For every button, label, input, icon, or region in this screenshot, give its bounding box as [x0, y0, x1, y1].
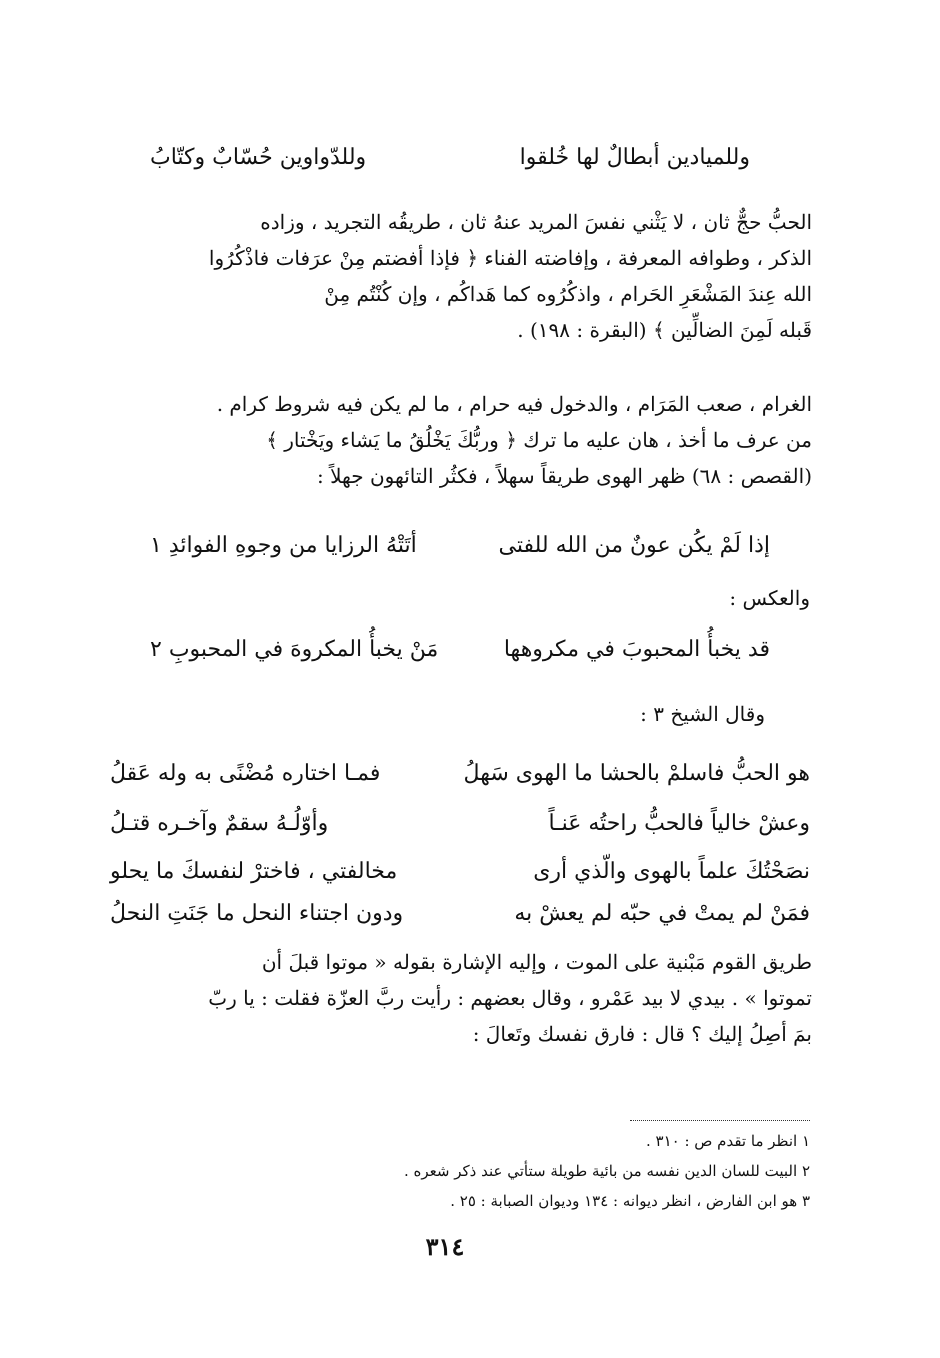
verse-hemistich-second: أتَتْهُ الرزايا من وجوهِ الفوائدِ ١ — [150, 533, 417, 558]
verse-hemistich-second: فمـا اختاره مُضْنًى به وله عَقلُ — [110, 761, 381, 786]
verse-hemistich-first: وعشْ خالياً فالحبُّ راحتُه عَنـاً — [548, 811, 810, 836]
poem-line — [110, 754, 810, 794]
text-line: الحبُّ حجٌّ ثان ، لا يَثْني نفسَ المريد عنهُ ثان ، طريقُه التجريد ، وزاده — [260, 210, 812, 234]
text-line: من عرف ما أخذ ، هان عليه ما ترك ﴿ وربُّكَ يَخْلُقُ ما يَشاء ويَخْتار ﴾ — [266, 428, 812, 452]
text-line: بمَ أصِلُ إليك ؟ قال : فارق نفسك وتَعالَ : — [472, 1022, 812, 1046]
opening-verse — [150, 138, 750, 178]
verse-hemistich-second: مخالفتي ، فاخترْ لنفسكَ ما يحلو — [110, 859, 398, 884]
text-line: طريق القوم مَبْنية على الموت ، وإليه الإشارة بقوله « موتوا قبلَ أن — [261, 950, 812, 974]
poem-line — [110, 804, 810, 844]
paragraph-gharam — [108, 386, 812, 494]
footnote-separator — [630, 1120, 810, 1121]
page-number: ٣١٤ — [425, 1232, 465, 1261]
text-line: الذكر ، وطوافه المعرفة ، وإفاضته الفناء ﴿ فإذا أفضتم مِنْ عرَفات فاذْكُرُوا — [208, 246, 812, 270]
verse-hemistich-second: مَنْ يخبأُ المكروهَ في المحبوبِ ٢ — [150, 637, 439, 662]
verse-misfortunes — [150, 526, 770, 566]
verse-hemistich-first: هو الحبُّ فاسلمْ بالحشا ما الهوى سَهلُ — [463, 761, 810, 786]
text-line: الغرام ، صعب المَرَام ، والدخول فيه حرام ، ما لم يكن فيه شروط كرام . — [216, 392, 812, 416]
label-reverse: والعكس : — [729, 586, 810, 610]
paragraph-hajj — [108, 204, 812, 348]
footnote: ١ انظر ما تقدم ص : ٣١٠ . — [645, 1132, 810, 1150]
verse-hemistich-second: وأوّلُـهُ سقمٌ وآخـره قتـلُ — [110, 811, 329, 836]
text-line: قَبله لَمِنَ الضالِّين ﴾ (البقرة : ١٩٨) . — [517, 318, 812, 342]
verse-hemistich-first: إذا لَمْ يكُن عونٌ من الله للفتى — [498, 533, 770, 558]
footnote: ٢ البيت للسان الدين نفسه من بائية طويلة ستأتي عند ذكر شعره . — [403, 1162, 810, 1180]
verse-hemistich-first: قد يخبأُ المحبوبَ في مكروهها — [503, 637, 770, 662]
footnotes — [200, 1126, 810, 1216]
verse-hemistich-first: فمَنْ لم يمتْ في حبّه لم يعشْ به — [514, 901, 810, 926]
verse-hemistich-second: وللدّواوين حُسّابٌ وكتّابُ — [150, 145, 367, 170]
text-line: تموتوا » . بيدي لا بيد عَمْرو ، وقال بعضهم : رأيت ربَّ العزّة فقلت : يا ربّ — [208, 986, 812, 1010]
text-line: (القصص : ٦٨) ظهر الهوى طريقاً سهلاً ، فكثُر التائهون جهلاً : — [316, 464, 812, 488]
poem-line — [110, 852, 810, 892]
paragraph-death — [108, 944, 812, 1052]
verse-hemistich-first: نصَحْتُكَ علماً بالهوى والّذي أرى — [533, 859, 810, 884]
verse-beloved — [150, 630, 770, 670]
text-line: الله عِندَ المَشْعَرِ الحَرام ، واذكُرُوه كما هَداكُم ، وإن كُنْتُم مِنْ — [324, 282, 812, 306]
label-shaykh: وقال الشيخ ٣ : — [640, 702, 765, 726]
verse-hemistich-first: وللميادين أبطالٌ لها خُلقوا — [519, 145, 750, 170]
poem-line — [110, 894, 810, 934]
verse-hemistich-second: ودون اجتناء النحل ما جَنَتِ النحلُ — [110, 901, 404, 926]
footnote: ٣ هو ابن الفارض ، انظر ديوانه : ١٣٤ وديوان الصبابة : ٢٥ . — [450, 1192, 810, 1210]
